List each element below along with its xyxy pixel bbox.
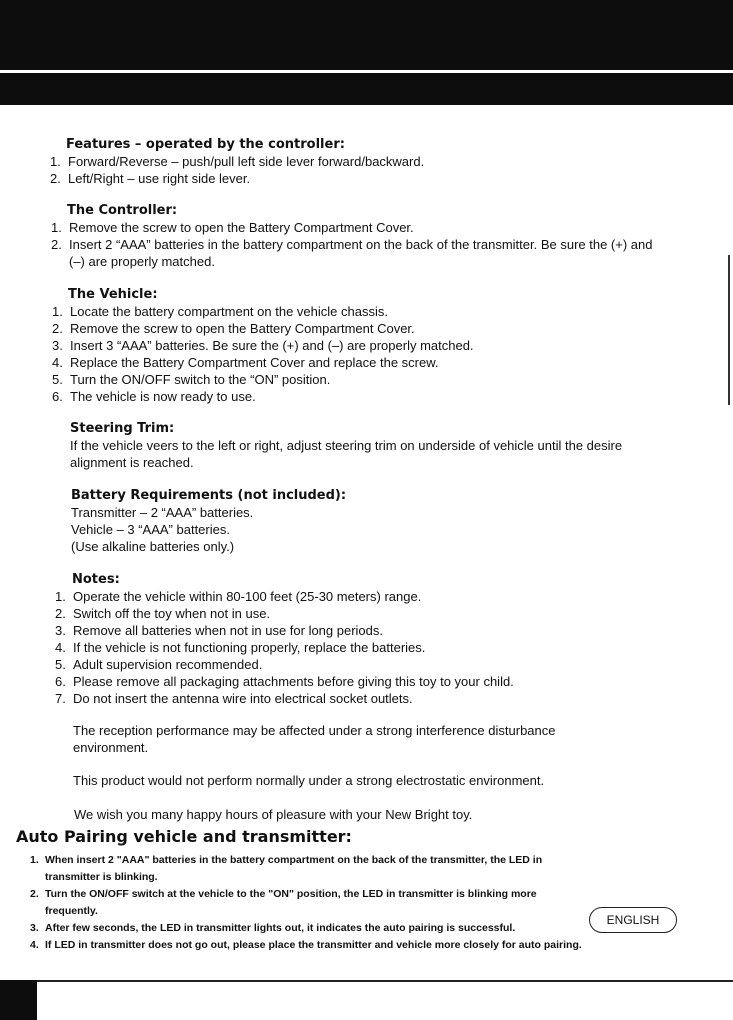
item-text: If the vehicle is not functioning properly, replace the batteries. bbox=[73, 640, 426, 655]
item-number: 4. bbox=[52, 355, 63, 370]
electrostatic-paragraph bbox=[73, 772, 653, 789]
item-number: 7. bbox=[55, 691, 66, 706]
list-item bbox=[51, 236, 663, 270]
item-text: If LED in transmitter does not go out, please place the transmitter and vehicle more closely for auto pairing. bbox=[45, 939, 582, 951]
item-number: 6. bbox=[52, 389, 63, 404]
features-list bbox=[50, 153, 650, 187]
vehicle-list bbox=[52, 303, 652, 405]
item-text: Please remove all packaging attachments before giving this toy to your child. bbox=[73, 674, 514, 689]
notes-list bbox=[55, 588, 655, 707]
list-item bbox=[55, 673, 655, 690]
item-text: After few seconds, the LED in transmitter lights out, it indicates the auto pairing is successful. bbox=[45, 922, 516, 934]
item-text: Turn the ON/OFF switch to the “ON” position. bbox=[70, 372, 331, 387]
wish-paragraph bbox=[74, 806, 654, 823]
item-number: 5. bbox=[55, 657, 66, 672]
item-text: Insert 2 “AAA” batteries in the battery compartment on the back of the transmitter. Be sure the (+) and (–) are properly matched. bbox=[69, 237, 653, 269]
list-item bbox=[55, 690, 655, 707]
reception-text: The reception performance may be affected under a strong interference disturbance environment. bbox=[73, 723, 556, 755]
list-item bbox=[50, 153, 650, 170]
battery-line: (Use alkaline batteries only.) bbox=[71, 539, 235, 554]
item-number: 6. bbox=[55, 674, 66, 689]
item-text: Switch off the toy when not in use. bbox=[73, 606, 271, 621]
electrostatic-text: This product would not perform normally under a strong electrostatic environment. bbox=[73, 773, 545, 788]
controller-heading: The Controller: bbox=[67, 203, 178, 218]
item-text: Remove all batteries when not in use for long periods. bbox=[73, 623, 384, 638]
item-text: Replace the Battery Compartment Cover and replace the screw. bbox=[70, 355, 439, 370]
item-number: 1. bbox=[55, 589, 66, 604]
item-number: 2. bbox=[52, 321, 63, 336]
list-item bbox=[51, 219, 663, 236]
bottom-left-block bbox=[0, 980, 37, 1020]
battery-line: Vehicle – 3 “AAA” batteries. bbox=[71, 522, 230, 537]
list-item bbox=[55, 622, 655, 639]
item-number: 1. bbox=[50, 154, 61, 169]
item-text: Turn the ON/OFF switch at the vehicle to the "ON" position, the LED in transmitter is blinking more frequently. bbox=[45, 888, 537, 917]
item-text: Forward/Reverse – push/pull left side lever forward/backward. bbox=[68, 154, 425, 169]
item-text: Locate the battery compartment on the vehicle chassis. bbox=[70, 304, 388, 319]
item-number: 1. bbox=[30, 854, 39, 866]
list-item bbox=[55, 656, 655, 673]
item-text: Operate the vehicle within 80-100 feet (25-30 meters) range. bbox=[73, 589, 422, 604]
item-number: 3. bbox=[52, 338, 63, 353]
list-item bbox=[55, 605, 655, 622]
list-item bbox=[52, 320, 652, 337]
bottom-rule bbox=[0, 980, 733, 982]
item-text: Insert 3 “AAA” batteries. Be sure the (+) and (–) are properly matched. bbox=[70, 338, 474, 353]
item-number: 1. bbox=[51, 220, 62, 235]
item-number: 2. bbox=[50, 171, 61, 186]
notes-section bbox=[55, 572, 655, 707]
vehicle-heading: The Vehicle: bbox=[68, 287, 158, 302]
controller-list bbox=[51, 219, 663, 270]
item-text: Remove the screw to open the Battery Compartment Cover. bbox=[70, 321, 415, 336]
list-item bbox=[55, 639, 655, 656]
item-number: 2. bbox=[51, 237, 62, 252]
right-edge-mark bbox=[728, 255, 730, 405]
features-section bbox=[50, 137, 650, 187]
item-number: 2. bbox=[30, 888, 39, 900]
item-number: 4. bbox=[55, 640, 66, 655]
steering-section bbox=[70, 421, 650, 471]
item-number: 5. bbox=[52, 372, 63, 387]
list-item bbox=[30, 886, 590, 920]
vehicle-section bbox=[52, 287, 652, 405]
item-number: 3. bbox=[55, 623, 66, 638]
item-number: 1. bbox=[52, 304, 63, 319]
list-item bbox=[30, 920, 590, 937]
list-item bbox=[30, 852, 590, 886]
list-item bbox=[52, 303, 652, 320]
item-text: Do not insert the antenna wire into electrical socket outlets. bbox=[73, 691, 413, 706]
steering-text: If the vehicle veers to the left or right, adjust steering trim on underside of vehicle until the desire alignment is reached. bbox=[70, 438, 623, 470]
auto-pairing-list bbox=[30, 852, 590, 954]
controller-section bbox=[51, 203, 663, 270]
item-text: When insert 2 "AAA" batteries in the battery compartment on the back of the transmitter, the LED in transmitter is blinking. bbox=[45, 854, 543, 883]
list-item bbox=[52, 354, 652, 371]
item-text: Remove the screw to open the Battery Compartment Cover. bbox=[69, 220, 414, 235]
battery-heading: Battery Requirements (not included): bbox=[71, 488, 347, 503]
features-heading: Features – operated by the controller: bbox=[66, 137, 345, 152]
battery-section bbox=[71, 488, 651, 555]
list-item bbox=[52, 371, 652, 388]
auto-pairing-title: Auto Pairing vehicle and transmitter: bbox=[16, 827, 352, 846]
item-text: Adult supervision recommended. bbox=[73, 657, 263, 672]
item-number: 4. bbox=[30, 939, 39, 951]
top-black-band bbox=[0, 73, 733, 105]
language-badge: ENGLISH bbox=[589, 907, 677, 933]
notes-heading: Notes: bbox=[72, 572, 120, 587]
list-item bbox=[50, 170, 650, 187]
list-item bbox=[52, 388, 652, 405]
list-item bbox=[30, 937, 590, 954]
item-text: The vehicle is now ready to use. bbox=[70, 389, 256, 404]
reception-paragraph bbox=[73, 722, 633, 756]
top-black-bar bbox=[0, 0, 733, 70]
item-number: 2. bbox=[55, 606, 66, 621]
steering-heading: Steering Trim: bbox=[70, 421, 175, 436]
wish-text: We wish you many happy hours of pleasure with your New Bright toy. bbox=[74, 807, 473, 822]
list-item bbox=[52, 337, 652, 354]
list-item bbox=[55, 588, 655, 605]
battery-line: Transmitter – 2 “AAA” batteries. bbox=[71, 505, 254, 520]
item-number: 3. bbox=[30, 922, 39, 934]
item-text: Left/Right – use right side lever. bbox=[68, 171, 251, 186]
